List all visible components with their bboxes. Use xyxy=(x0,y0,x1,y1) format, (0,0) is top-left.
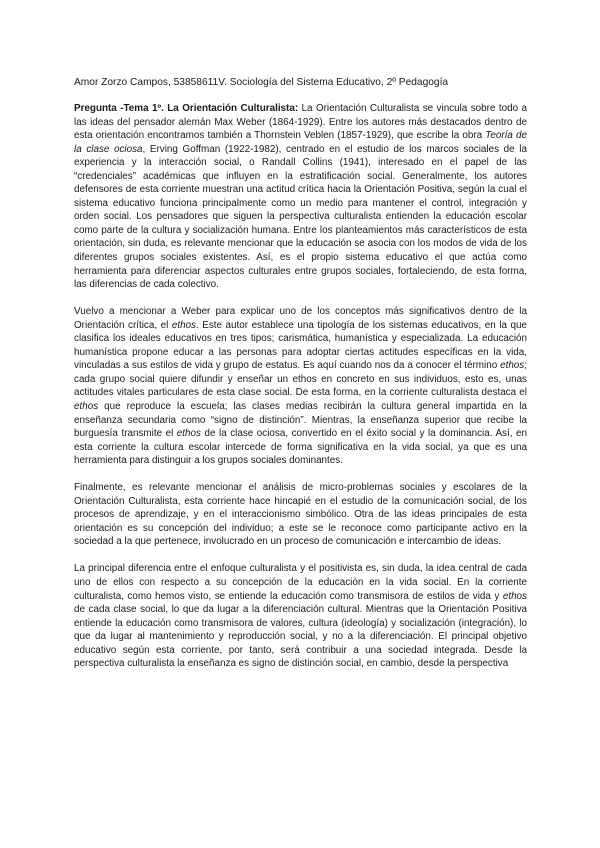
paragraph-3: Finalmente, es relevante mencionar el análisis de micro-problemas sociales y escolares de la Orientación Culturalista, esta corriente hace hincapié en el estudio de la comunicación social, de los procesos de aprendizaje, y en el interaccionismo simbólico. Otra de las ideas principales de esta orientación es su concepción del individuo; a este se le reconoce como participante activo en la sociedad a la que pertenece, involucrado en un proceso de comunicación e intercambio de ideas. xyxy=(74,482,527,548)
book-title: Teoría de la clase ociosa xyxy=(74,130,527,155)
paragraph-2-text-a: Vuelvo a mencionar a Weber para explicar uno de los conceptos más significativos dentro de la Orientación crítica, el xyxy=(74,306,527,331)
paragraph-1-text-a: La Orientación Culturalista se vincula sobre todo a las ideas del pensador alemán Max Weber (1864-1929). Entre los autores más destacados dentro de esta orientación encontramos también a Thornstein Veblen (1857-1929), que escribe la obra xyxy=(74,103,527,142)
ethos-term: ethos xyxy=(74,400,99,412)
ethos-term: ethos xyxy=(171,319,196,331)
question-heading: Pregunta -Tema 1º. La Orientación Culturalista: xyxy=(74,103,299,114)
paragraph-2-text-b: . Este autor establece una tipología de los sistemas educativos, en la que clasifica los ideales educativos en tres tipos; carismática, humanística y especializada. La educación humanística propone educar a las personas para adoptar ciertas actitudes específicas en la vida, vinculadas a sus estilos de vida y grupo de estatus. Es aquí cuando nos da a conocer el término xyxy=(74,319,527,372)
paragraph-1 xyxy=(74,102,527,292)
paragraph-2-text-e: de la clase ociosa, convertido en el éxito social y la dominancia. Así, en esta corriente la cultura escolar intercede de forma significativa en la vida social, ya que es una herramienta para distinguir a los grupos sociales dominantes. xyxy=(74,428,527,467)
ethos-term: ethos xyxy=(502,590,527,602)
paragraph-4-text-a: La principal diferencia entre el enfoque culturalista y el positivista es, sin duda, la idea central de cada uno de ellos con respecto a su concepción de la educación en la vida social. En la corriente culturalista, como hemos visto, se entiende la educación como transmisora de estilos de vida y xyxy=(74,563,527,602)
document-header: Amor Zorzo Campos, 53858611V. Sociología del Sistema Educativo, 2º Pedagogía xyxy=(74,77,449,88)
paragraph-2-text-c: ; cada grupo social quiere difundir y enseñar un ethos en concreto en sus individuos, esto es, unas actitudes vitales particulares de esta clase social. De esta forma, en la corriente culturalista destaca el xyxy=(74,360,527,399)
paragraph-4 xyxy=(74,562,527,670)
paragraph-2 xyxy=(74,305,527,468)
ethos-term: ethos xyxy=(176,428,201,440)
paragraph-1-text-b: , Erving Goffman (1922-1982), centrado en el estudio de los marcos sociales de la experiencia y la interacción social, o Randall Collins (1941), interesado en el papel de las “credenciales” académicas que influyen en la estratificación social. Generalmente, los autores defensores de esta corriente muestran una actitud crítica hacia la Orientación Positiva, según la cual el sistema educativo funciona principalmente como un medio para mantener el control, integración y orden social. Los pensadores que siguen la perspectiva culturalista entienden la educación escolar como parte de la cultura y socialización humana. Entre los planteamientos más característicos de esta orientación, sin duda, es relevante mencionar que la educación se asocia con los modos de vida de los diferentes grupos sociales existentes. Así, es el propio sistema educativo el que actúa como herramienta para diferenciar aspectos culturales entre grupos sociales, fortaleciendo, de esta forma, las diferencias de cada colectivo. xyxy=(74,143,527,291)
ethos-term: ethos xyxy=(500,360,525,372)
paragraph-4-text-b: de cada clase social, lo que da lugar a la diferenciación cultural. Mientras que la Orientación Positiva entiende la educación como transmisora de valores, cultura (ideología) y socialización (integración), lo que da lugar al mantenimiento y reproducción social, y no a la diferenciación. El principal objetivo educativo según esta corriente, por tanto, será contribuir a una sociedad integrada. Desde la perspectiva culturalista la enseñanza es signo de distinción social, en cambio, desde la perspectiva xyxy=(74,604,527,670)
paragraph-2-text-d: que reproduce la escuela; las clases medias recibirán la cultura general impartida en la enseñanza secundaria como “signo de distinción”. Mientras, la enseñanza superior que recibe la burguesía transmite el xyxy=(74,400,527,440)
